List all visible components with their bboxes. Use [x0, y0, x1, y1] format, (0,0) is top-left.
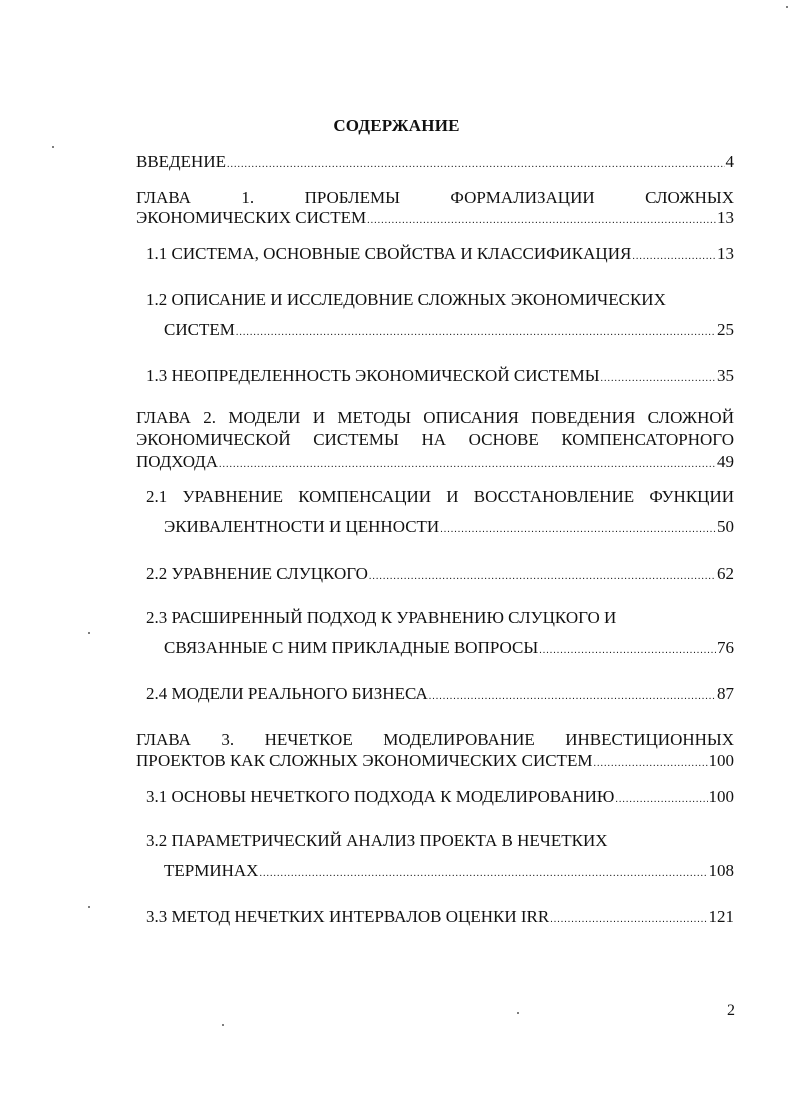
- toc-entry-1-1: [146, 244, 734, 267]
- toc-entry-text: ВВЕДЕНИЕ: [136, 152, 226, 171]
- leader-dots: [539, 641, 716, 661]
- toc-entry-page: 121: [708, 907, 734, 926]
- toc-entry-text: 3.1 ОСНОВЫ НЕЧЕТКОГО ПОДХОДА К МОДЕЛИРОВАНИЮ: [146, 787, 615, 806]
- toc-entry-text: 1.1 СИСТЕМА, ОСНОВНЫЕ СВОЙСТВА И КЛАССИФИКАЦИЯ: [146, 244, 632, 263]
- toc-entry-page: 108: [708, 861, 734, 880]
- toc-entry-page: 100: [708, 751, 734, 770]
- toc-entry-page: 87: [717, 684, 734, 703]
- toc-entry-chapter-2: [136, 452, 734, 475]
- scan-speck: [786, 6, 788, 8]
- toc-entry-text: 1.3 НЕОПРЕДЕЛЕННОСТЬ ЭКОНОМИЧЕСКОЙ СИСТЕМЫ: [146, 366, 600, 385]
- leader-dots: [259, 864, 707, 884]
- toc-entry-2-2: [146, 564, 734, 587]
- scan-speck: [222, 1024, 224, 1026]
- toc-entry-text: ЭКОНОМИЧЕСКИХ СИСТЕМ: [136, 208, 367, 227]
- toc-chapter-3-line1: ГЛАВА 3. НЕЧЕТКОЕ МОДЕЛИРОВАНИЕ ИНВЕСТИЦИОННЫХ: [136, 730, 734, 749]
- toc-entry-page: 50: [717, 517, 734, 536]
- toc-entry-2-3-line1: 2.3 РАСШИРЕННЫЙ ПОДХОД К УРАВНЕНИЮ СЛУЦКОГО И: [146, 608, 617, 627]
- toc-entry-chapter-3: [136, 751, 734, 774]
- toc-entry-3-3: [146, 907, 734, 930]
- toc-entry-2-1-line1: 2.1 УРАВНЕНИЕ КОМПЕНСАЦИИ И ВОССТАНОВЛЕНИЕ ФУНКЦИИ: [146, 487, 734, 506]
- leader-dots: [227, 155, 725, 175]
- toc-entry-page: 76: [717, 638, 734, 657]
- scan-speck: [52, 146, 54, 148]
- leader-dots: [219, 455, 716, 475]
- toc-entry-2-4: [146, 684, 734, 707]
- leader-dots: [369, 567, 716, 587]
- leader-dots: [429, 687, 716, 707]
- toc-entry-3-1: [146, 787, 734, 810]
- toc-entry-page: 25: [717, 320, 734, 339]
- toc-entry-text: 3.3 МЕТОД НЕЧЕТКИХ ИНТЕРВАЛОВ ОЦЕНКИ IRR: [146, 907, 550, 926]
- toc-entry-text: 2.2 УРАВНЕНИЕ СЛУЦКОГО: [146, 564, 368, 583]
- toc-entry-text: ПРОЕКТОВ КАК СЛОЖНЫХ ЭКОНОМИЧЕСКИХ СИСТЕМ: [136, 751, 593, 770]
- toc-entry-page: 35: [717, 366, 734, 385]
- leader-dots: [236, 323, 716, 343]
- toc-entry-page: 4: [725, 152, 734, 171]
- page-title: СОДЕРЖАНИЕ: [333, 116, 460, 135]
- toc-entry-page: 13: [717, 244, 734, 263]
- toc-entry-1-2: [164, 320, 734, 343]
- toc-chapter-1-line1: ГЛАВА 1. ПРОБЛЕМЫ ФОРМАЛИЗАЦИИ СЛОЖНЫХ: [136, 188, 734, 207]
- toc-entry-page: 100: [708, 787, 734, 806]
- toc-chapter-2-line1: ГЛАВА 2. МОДЕЛИ И МЕТОДЫ ОПИСАНИЯ ПОВЕДЕНИЯ СЛОЖНОЙ: [136, 408, 734, 427]
- toc-entry-3-2-line1: 3.2 ПАРАМЕТРИЧЕСКИЙ АНАЛИЗ ПРОЕКТА В НЕЧЕТКИХ: [146, 831, 608, 850]
- toc-entry-3-2: [164, 861, 734, 884]
- leader-dots: [593, 754, 707, 774]
- toc-entry-chapter-1: [136, 208, 734, 231]
- page-number: 2: [727, 1002, 735, 1019]
- toc-entry-page: 62: [717, 564, 734, 583]
- leader-dots: [615, 790, 707, 810]
- scan-speck: [517, 1012, 519, 1014]
- toc-entry-text: ТЕРМИНАХ: [164, 861, 259, 880]
- toc-entry-text: ПОДХОДА: [136, 452, 219, 471]
- toc-entry-text: СВЯЗАННЫЕ С НИМ ПРИКЛАДНЫЕ ВОПРОСЫ: [164, 638, 539, 657]
- toc-entry-page: 13: [717, 208, 734, 227]
- leader-dots: [550, 910, 707, 930]
- toc-entry-1-3: [146, 366, 734, 389]
- leader-dots: [632, 247, 716, 267]
- toc-entry-1-2-line1: 1.2 ОПИСАНИЕ И ИССЛЕДОВНИЕ СЛОЖНЫХ ЭКОНОМИЧЕСКИХ: [146, 290, 666, 309]
- scan-speck: [88, 906, 90, 908]
- toc-entry-text: СИСТЕМ: [164, 320, 235, 339]
- toc-entry-2-3: [164, 638, 734, 661]
- toc-entry-page: 49: [717, 452, 734, 471]
- toc-entry-text: 2.4 МОДЕЛИ РЕАЛЬНОГО БИЗНЕСА: [146, 684, 428, 703]
- leader-dots: [367, 211, 716, 231]
- leader-dots: [440, 520, 716, 540]
- toc-entry-2-1: [164, 517, 734, 540]
- toc-chapter-2-line2: ЭКОНОМИЧЕСКОЙ СИСТЕМЫ НА ОСНОВЕ КОМПЕНСАТОРНОГО: [136, 430, 734, 449]
- leader-dots: [601, 369, 716, 389]
- scan-speck: [88, 632, 90, 634]
- toc-entry-intro: [136, 152, 734, 175]
- toc-entry-text: ЭКИВАЛЕНТНОСТИ И ЦЕННОСТИ: [164, 517, 440, 536]
